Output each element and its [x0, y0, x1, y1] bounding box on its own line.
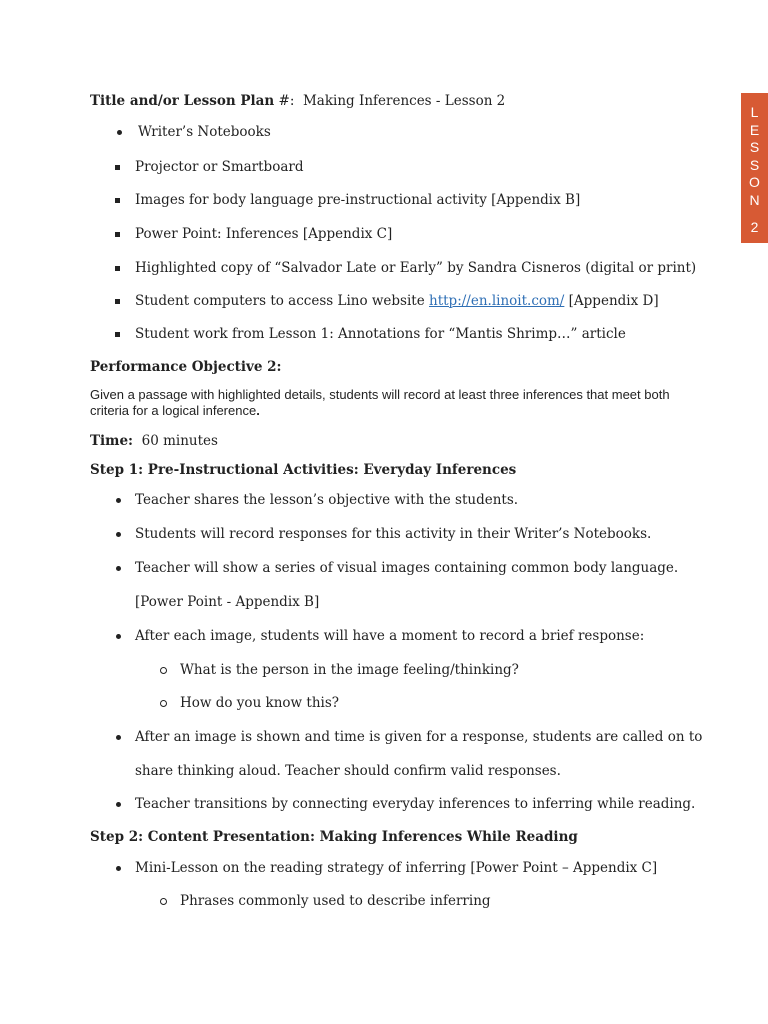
- side-tab-letter: O: [749, 174, 760, 190]
- material-item-lino: [135, 292, 659, 310]
- material-item: Highlighted copy of “Salvador Late or Early” by Sandra Cisneros (digital or print): [135, 260, 697, 276]
- side-tab-letter: S: [749, 139, 760, 155]
- step1-subitem: How do you know this?: [180, 695, 340, 711]
- material-item: Projector or Smartboard: [135, 159, 304, 175]
- lesson-side-tab: [741, 93, 768, 243]
- material-item: Student work from Lesson 1: Annotations for “Mantis Shrimp…” article: [135, 326, 626, 342]
- step2-heading: Step 2: Content Presentation: Making Inferences While Reading: [90, 829, 578, 845]
- objective-text: [90, 387, 680, 419]
- step1-item: After each image, students will have a moment to record a brief response:: [135, 628, 645, 644]
- step1-item: After an image is shown and time is given for a response, students are called on to: [135, 729, 703, 745]
- objective-period: .: [256, 403, 260, 418]
- step2-subitem: Phrases commonly used to describe inferring: [180, 893, 491, 909]
- material-item: Images for body language pre-instructional activity [Appendix B]: [135, 192, 581, 208]
- lesson-title-line: [90, 92, 505, 110]
- lino-link[interactable]: http://en.linoit.com/: [429, 293, 565, 309]
- time-value: 60 minutes: [141, 433, 218, 449]
- title-label: Title and/or Lesson Plan: [90, 93, 275, 109]
- step1-item: Teacher transitions by connecting everyday inferences to inferring while reading.: [135, 796, 696, 812]
- step1-subitem: What is the person in the image feeling/thinking?: [180, 662, 519, 678]
- side-tab-letter: S: [749, 157, 760, 173]
- side-tab-letter: 2: [750, 219, 759, 235]
- step1-item: Students will record responses for this activity in their Writer’s Notebooks.: [135, 526, 652, 542]
- time-line: [90, 432, 218, 450]
- lino-text: Student computers to access Lino website: [135, 293, 430, 309]
- lino-suffix: [Appendix D]: [564, 293, 659, 309]
- material-item: Power Point: Inferences [Appendix C]: [135, 226, 393, 242]
- step1-item: Teacher shares the lesson’s objective with the students.: [135, 492, 519, 508]
- side-tab-letter: E: [749, 122, 760, 138]
- step1-item: Teacher will show a series of visual images containing common body language.: [135, 560, 679, 576]
- side-tab-letter: N: [749, 192, 760, 208]
- objective-body: Given a passage with highlighted details, students will record at least three inferences that meet both criteria for a logical inference: [90, 387, 670, 418]
- step2-item: Mini-Lesson on the reading strategy of inferring [Power Point – Appendix C]: [135, 860, 658, 876]
- time-label: Time:: [90, 433, 134, 449]
- step1-item-continued: share thinking aloud. Teacher should confirm valid responses.: [135, 763, 561, 779]
- step1-item-continued: [Power Point - Appendix B]: [135, 594, 320, 610]
- material-item: Writer’s Notebooks: [138, 124, 271, 140]
- title-hash: #:: [274, 93, 295, 109]
- objective-heading: Performance Objective 2:: [90, 359, 282, 375]
- side-tab-letter: L: [750, 104, 759, 120]
- lesson-title: Making Inferences - Lesson 2: [302, 93, 506, 109]
- step1-heading: Step 1: Pre-Instructional Activities: Everyday Inferences: [90, 462, 517, 478]
